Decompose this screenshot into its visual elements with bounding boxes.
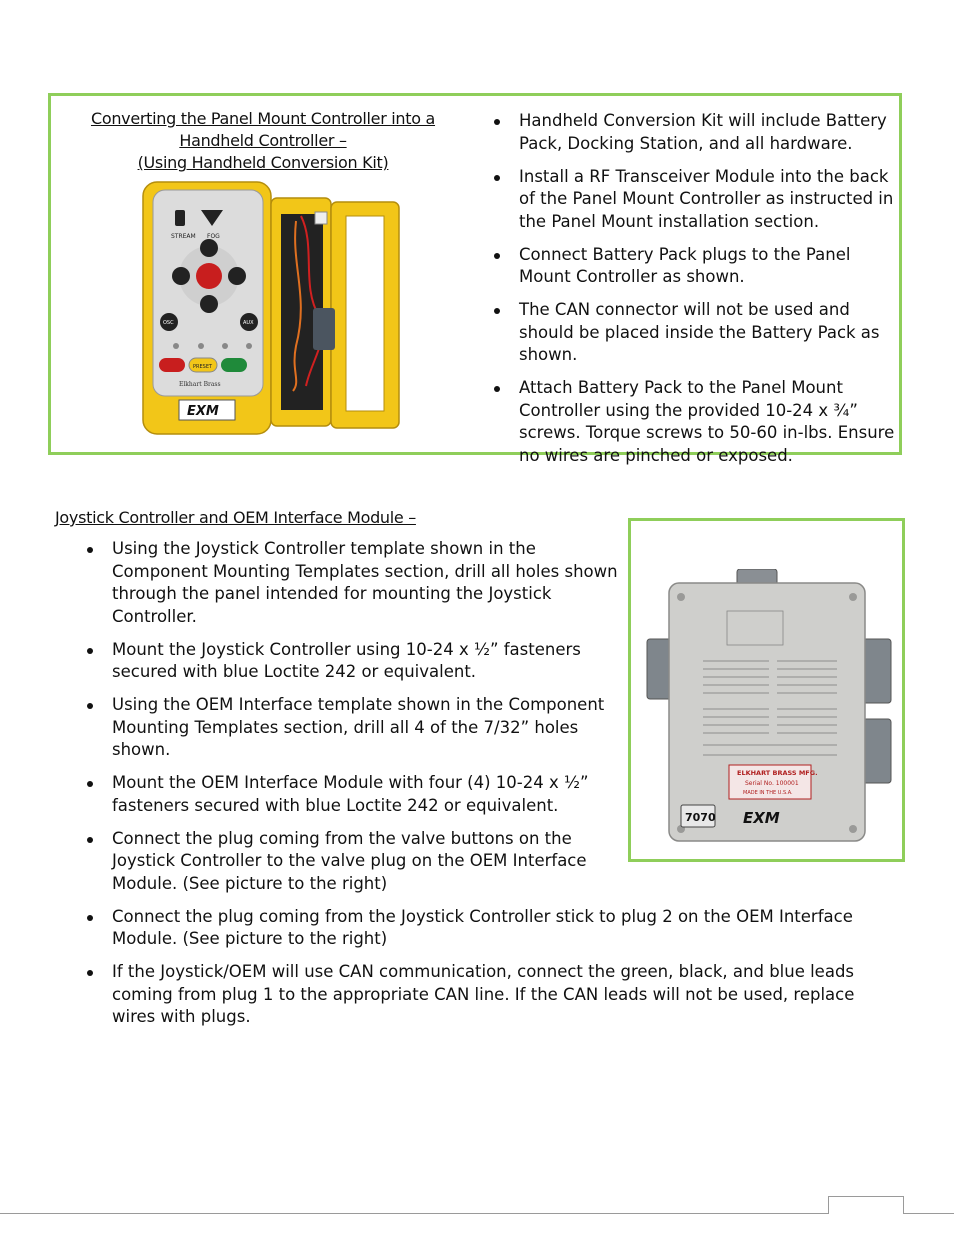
list-item: Handheld Conversion Kit will include Battery Pack, Docking Station, and all hardware.: [491, 110, 896, 155]
module-model-number: 7070: [685, 811, 716, 824]
module-serial-label: Serial No. 100001: [745, 780, 799, 787]
exm-logo: EXM: [187, 404, 219, 419]
handheld-conversion-box: [48, 93, 902, 465]
footer-rule: [0, 1213, 954, 1214]
list-item: If the Joystick/OEM will use CAN communication, connect the green, black, and blue leads coming from plug 1 to the appropriate CAN line. If the CAN leads will not be used, replace wires with plugs.: [84, 961, 884, 1029]
list-item: Mount the OEM Interface Module with four (4) 10-24 x ½” fasteners secured with blue Loctite 242 or equivalent.: [84, 772, 618, 817]
page-number-tab: [828, 1196, 904, 1214]
list-item: The CAN connector will not be used and should be placed inside the Battery Pack as shown.: [491, 299, 896, 367]
handheld-conversion-title: [63, 108, 463, 174]
stream-label: STREAM: [171, 233, 196, 240]
title-line-1: Converting the Panel Mount Controller into a: [90, 109, 436, 128]
title-line-2: Handheld Controller –: [179, 131, 347, 150]
list-item: Connect the plug coming from the valve buttons on the Joystick Controller to the valve plug on the OEM Interface Module. (See picture to the right): [84, 828, 618, 896]
handheld-controller-photo: [141, 176, 403, 438]
list-item: Using the Joystick Controller template shown in the Component Mounting Templates section, drill all holes shown through the panel intended for mounting the Joystick Controller.: [84, 538, 618, 628]
list-item: Attach Battery Pack to the Panel Mount Controller using the provided 10-24 x ¾” screws. Torque screws to 50-60 in-lbs. Ensure no wires are pinched or exposed.: [491, 377, 896, 467]
list-item: Install a RF Transceiver Module into the back of the Panel Mount Controller as instructed in the Panel Mount installation section.: [491, 166, 896, 234]
handheld-conversion-steps: [491, 110, 896, 478]
title-line-3: (Using Handheld Conversion Kit): [137, 153, 389, 172]
preset-label: PRESET: [193, 364, 213, 370]
list-item: Connect the plug coming from the Joystick Controller stick to plug 2 on the OEM Interface Module. (See picture to the right): [84, 906, 884, 951]
brand-label: Elkhart Brass: [179, 381, 221, 388]
module-maker-label: ELKHART BRASS MFG.: [737, 769, 818, 777]
list-item: Connect Battery Pack plugs to the Panel Mount Controller as shown.: [491, 244, 896, 289]
module-origin-label: MADE IN THE U.S.A.: [743, 790, 793, 796]
osc-label: OSC: [163, 320, 174, 326]
joystick-section-title: Joystick Controller and OEM Interface Module –: [55, 508, 416, 527]
list-item: Using the OEM Interface template shown in the Component Mounting Templates section, drill all 4 of the 7/32” holes shown.: [84, 694, 618, 762]
fog-label: FOG: [207, 233, 220, 240]
list-item: Mount the Joystick Controller using 10-24 x ½” fasteners secured with blue Loctite 242 or equivalent.: [84, 639, 618, 684]
joystick-steps: [84, 538, 884, 1039]
module-exm-logo: EXM: [743, 809, 780, 827]
aux-label: AUX: [243, 320, 254, 326]
